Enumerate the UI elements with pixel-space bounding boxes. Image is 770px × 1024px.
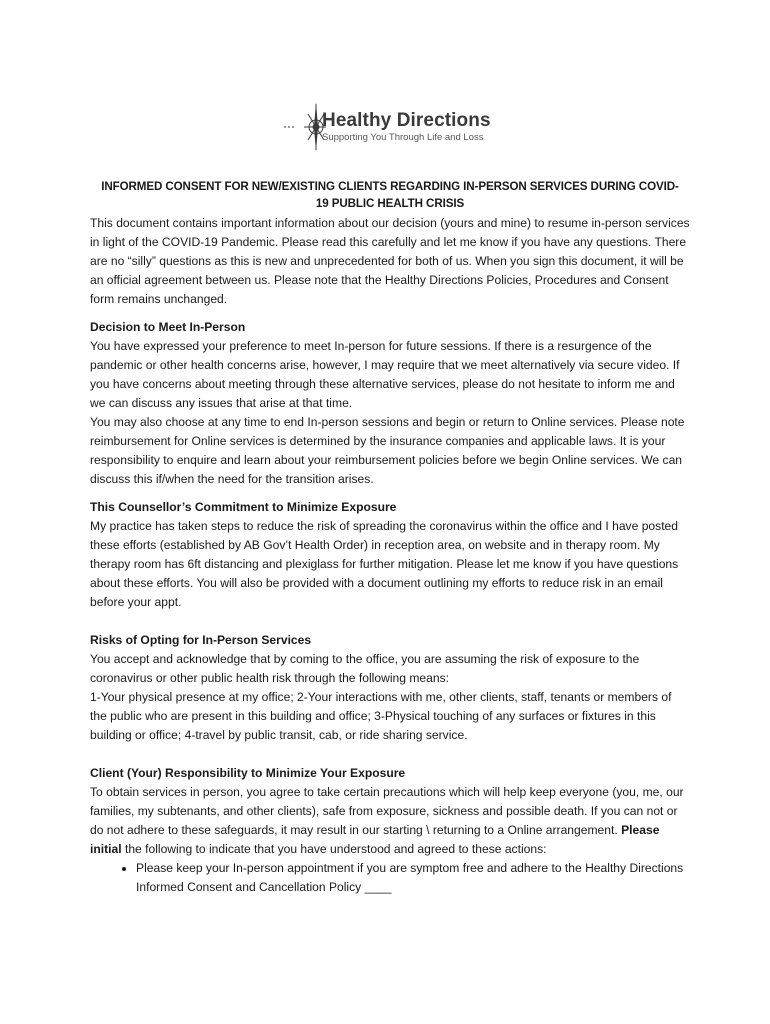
responsibility-heading: Client (Your) Responsibility to Minimize Your Exposure [90,766,406,780]
compass-star-icon [282,102,326,152]
risks-paragraph-1: You accept and acknowledge that by coming to the office, you are assuming the risk of exposure to the coronavirus or other public health risk through the following means: [90,652,640,685]
list-item: • Please keep your In-person appointment if you are symptom free and adhere to the Healthy Directions Informed Consent and Cancellation Policy ____ [136,859,690,897]
responsibility-paragraph [90,783,690,859]
risks-heading: Risks of Opting for In-Person Services [90,633,312,647]
logo [282,102,492,152]
decision-paragraph-1: You have expressed your preference to meet In-person for future sessions. If there is a resurgence of the pandemic or other health concerns arise, however, I may require that we meet alternatively via secure video. If you have concerns about meeting through these alternative services, please do not hesitate to inform me and we can discuss any issues that arise at that time. [90,339,680,410]
decision-heading: Decision to Meet In-Person [90,320,246,334]
commitment-heading: This Counsellor’s Commitment to Minimize Exposure [90,500,397,514]
decision-paragraph-2: You may also choose at any time to end In-person sessions and begin or return to Online services. Please note reimbursement for Online services is determined by the insurance companies and applicable laws. It is your responsibility to enquire and learn about your reimbursement policies before we begin Online services. We can discuss this if/when the need for the transition arises. [90,415,685,486]
responsibility-text-bold: Please initial [90,823,660,856]
commitment-paragraph: My practice has taken steps to reduce the risk of spreading the coronavirus within the office and I have posted these efforts (established by AB Gov’t Health Order) in reception area, on website and in therapy room. My therapy room has 6ft distancing and plexiglass for further mitigation. Please let me know if you have questions about these efforts. You will also be provided with a document outlining my efforts to reduce risk in an email before your appt. [90,519,679,609]
document-body [90,178,690,897]
responsibility-text-b: the following to indicate that you have understood and agreed to these actions: [121,842,547,856]
logo-name: Healthy Directions [322,110,491,131]
document-title: INFORMED CONSENT FOR NEW/EXISTING CLIENTS REGARDING IN-PERSON SERVICES DURING COVID-19 PUBLIC HEALTH CRISIS [101,180,679,210]
responsibility-text-a: To obtain services in person, you agree to take certain precautions which will help keep everyone (you, me, our families, my subtenants, and other clients), safe from exposure, sickness and possible death. If you can not or do not adhere to these safeguards, it may result in our starting \ returning to a Online arrangement. [90,785,684,837]
logo-tagline: Supporting You Through Life and Loss [322,132,484,143]
intro-paragraph: This document contains important information about our decision (yours and mine) to resume in-person services in light of the COVID-19 Pandemic. Please read this carefully and let me know if you have any questions. There are no “silly” questions as this is new and unprecedented for both of us. When you sign this document, it will be an official agreement between us. Please note that the Healthy Directions Policies, Procedures and Consent form remains unchanged. [90,216,690,306]
risks-paragraph-2: 1-Your physical presence at my office; 2-Your interactions with me, other clients, staff, tenants or members of the public who are present in this building and office; 3-Physical touching of any surfaces or fixtures in this building or office; 4-travel by public transit, cab, or ride sharing service. [90,690,672,742]
responsibility-list [90,859,690,897]
